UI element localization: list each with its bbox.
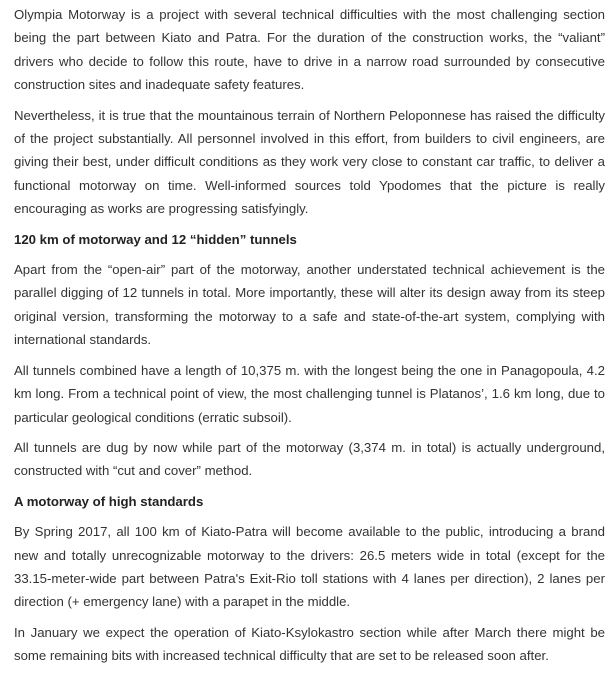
paragraph-terrain: Nevertheless, it is true that the mountainous terrain of Northern Peloponnese has raised the difficulty of the project substantially. All personnel involved in this effort, from builders to civil engineers, are giving their best, under difficult conditions as they work very close to constant car traffic, to deliver a functional motorway on time. Well-informed sources told Ypodomes that the picture is really encouraging as works are progressing satisfyingly. [14, 107, 605, 217]
paragraph-tunnels-digging: Apart from the “open-air” part of the motorway, another understated technical achievement is the parallel digging of 12 tunnels in total. More importantly, these will alter its design away from its steep original version, transforming the motorway to a safe and state-of-the-art system, complying with international standards. [14, 262, 605, 348]
paragraph-intro: Olympia Motorway is a project with several technical difficulties with the most challenging section being the part between Kiato and Patra. For the duration of the construction works, the “valiant” drivers who decide to follow this route, have to drive in a narrow road surrounded by consecutive construction sites and inadequate safety features. [14, 7, 605, 93]
section-heading-standards: A motorway of high standards [14, 493, 204, 509]
article-body [0, 3, 611, 668]
paragraph-spring-2017: By Spring 2017, all 100 km of Kiato-Patra will become available to the public, introducing a brand new and totally unrecognizable motorway to the drivers: 26.5 meters wide in total (except for the 33.15-meter-wide part between Patra's Exit-Rio toll stations with 4 lanes per direction), 2 lanes per direction (+ emergency lane) with a parapet in the middle. [14, 524, 605, 610]
section-heading-tunnels: 120 km of motorway and 12 “hidden” tunnels [14, 231, 297, 247]
paragraph-tunnels-underground: All tunnels are dug by now while part of the motorway (3,374 m. in total) is actually underground, constructed with “cut and cover” method. [14, 439, 605, 479]
paragraph-tunnels-length: All tunnels combined have a length of 10,375 m. with the longest being the one in Panagopoula, 4.2 km long. From a technical point of view, the most challenging tunnel is Platanos’, 1.6 km long, due to particular geological conditions (erratic subsoil). [14, 362, 605, 425]
paragraph-january: In January we expect the operation of Kiato-Ksylokastro section while after March there might be some remaining bits with increased technical difficulty that are set to be released soon after. [14, 624, 605, 664]
